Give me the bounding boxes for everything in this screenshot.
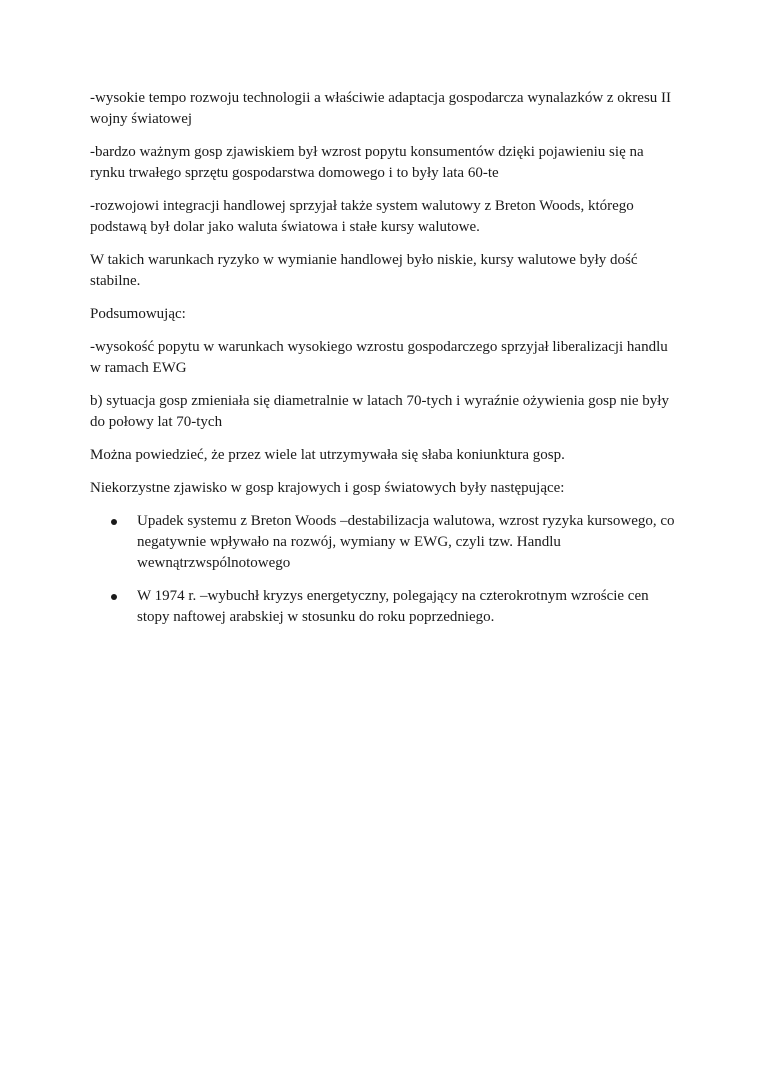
paragraph: -wysokość popytu w warunkach wysokiego wzrostu gospodarczego sprzyjał liberalizacji handlu w ramach EWG [90, 339, 668, 376]
document-body [90, 88, 680, 640]
paragraph: W takich warunkach ryzyko w wymianie handlowej było niskie, kursy walutowe były dość stabilne. [90, 252, 638, 289]
bullet-list [90, 511, 680, 628]
list-item-text: Upadek systemu z Breton Woods –destabilizacja walutowa, wzrost ryzyka kursowego, co negatywnie wpływało na rozwój, wymiany w EWG, czyli tzw. Handlu wewnątrzwspólnotowego [137, 513, 675, 571]
list-item [90, 586, 680, 628]
paragraph: Można powiedzieć, że przez wiele lat utrzymywała się słaba koniunktura gosp. [90, 447, 565, 463]
summary-heading: Podsumowując: [90, 306, 186, 322]
paragraph: -rozwojowi integracji handlowej sprzyjał także system walutowy z Breton Woods, którego podstawą był dolar jako waluta światowa i stałe kursy walutowe. [90, 198, 634, 235]
list-item [90, 511, 680, 574]
list-item-text: W 1974 r. –wybuchł kryzys energetyczny, polegający na czterokrotnym wzroście cen stopy naftowej arabskiej w stosunku do roku poprzedniego. [137, 588, 649, 625]
paragraph: Niekorzystne zjawisko w gosp krajowych i gosp światowych były następujące: [90, 480, 565, 496]
bullet-icon [111, 594, 117, 600]
paragraph: -bardzo ważnym gosp zjawiskiem był wzrost popytu konsumentów dzięki pojawieniu się na rynku trwałego sprzętu gospodarstwa domowego i to były lata 60-te [90, 144, 644, 181]
paragraph: -wysokie tempo rozwoju technologii a właściwie adaptacja gospodarcza wynalazków z okresu II wojny światowej [90, 90, 672, 127]
bullet-icon [111, 519, 117, 525]
paragraph: b) sytuacja gosp zmieniała się diametralnie w latach 70-tych i wyraźnie ożywienia gosp nie były do połowy lat 70-tych [90, 393, 669, 430]
